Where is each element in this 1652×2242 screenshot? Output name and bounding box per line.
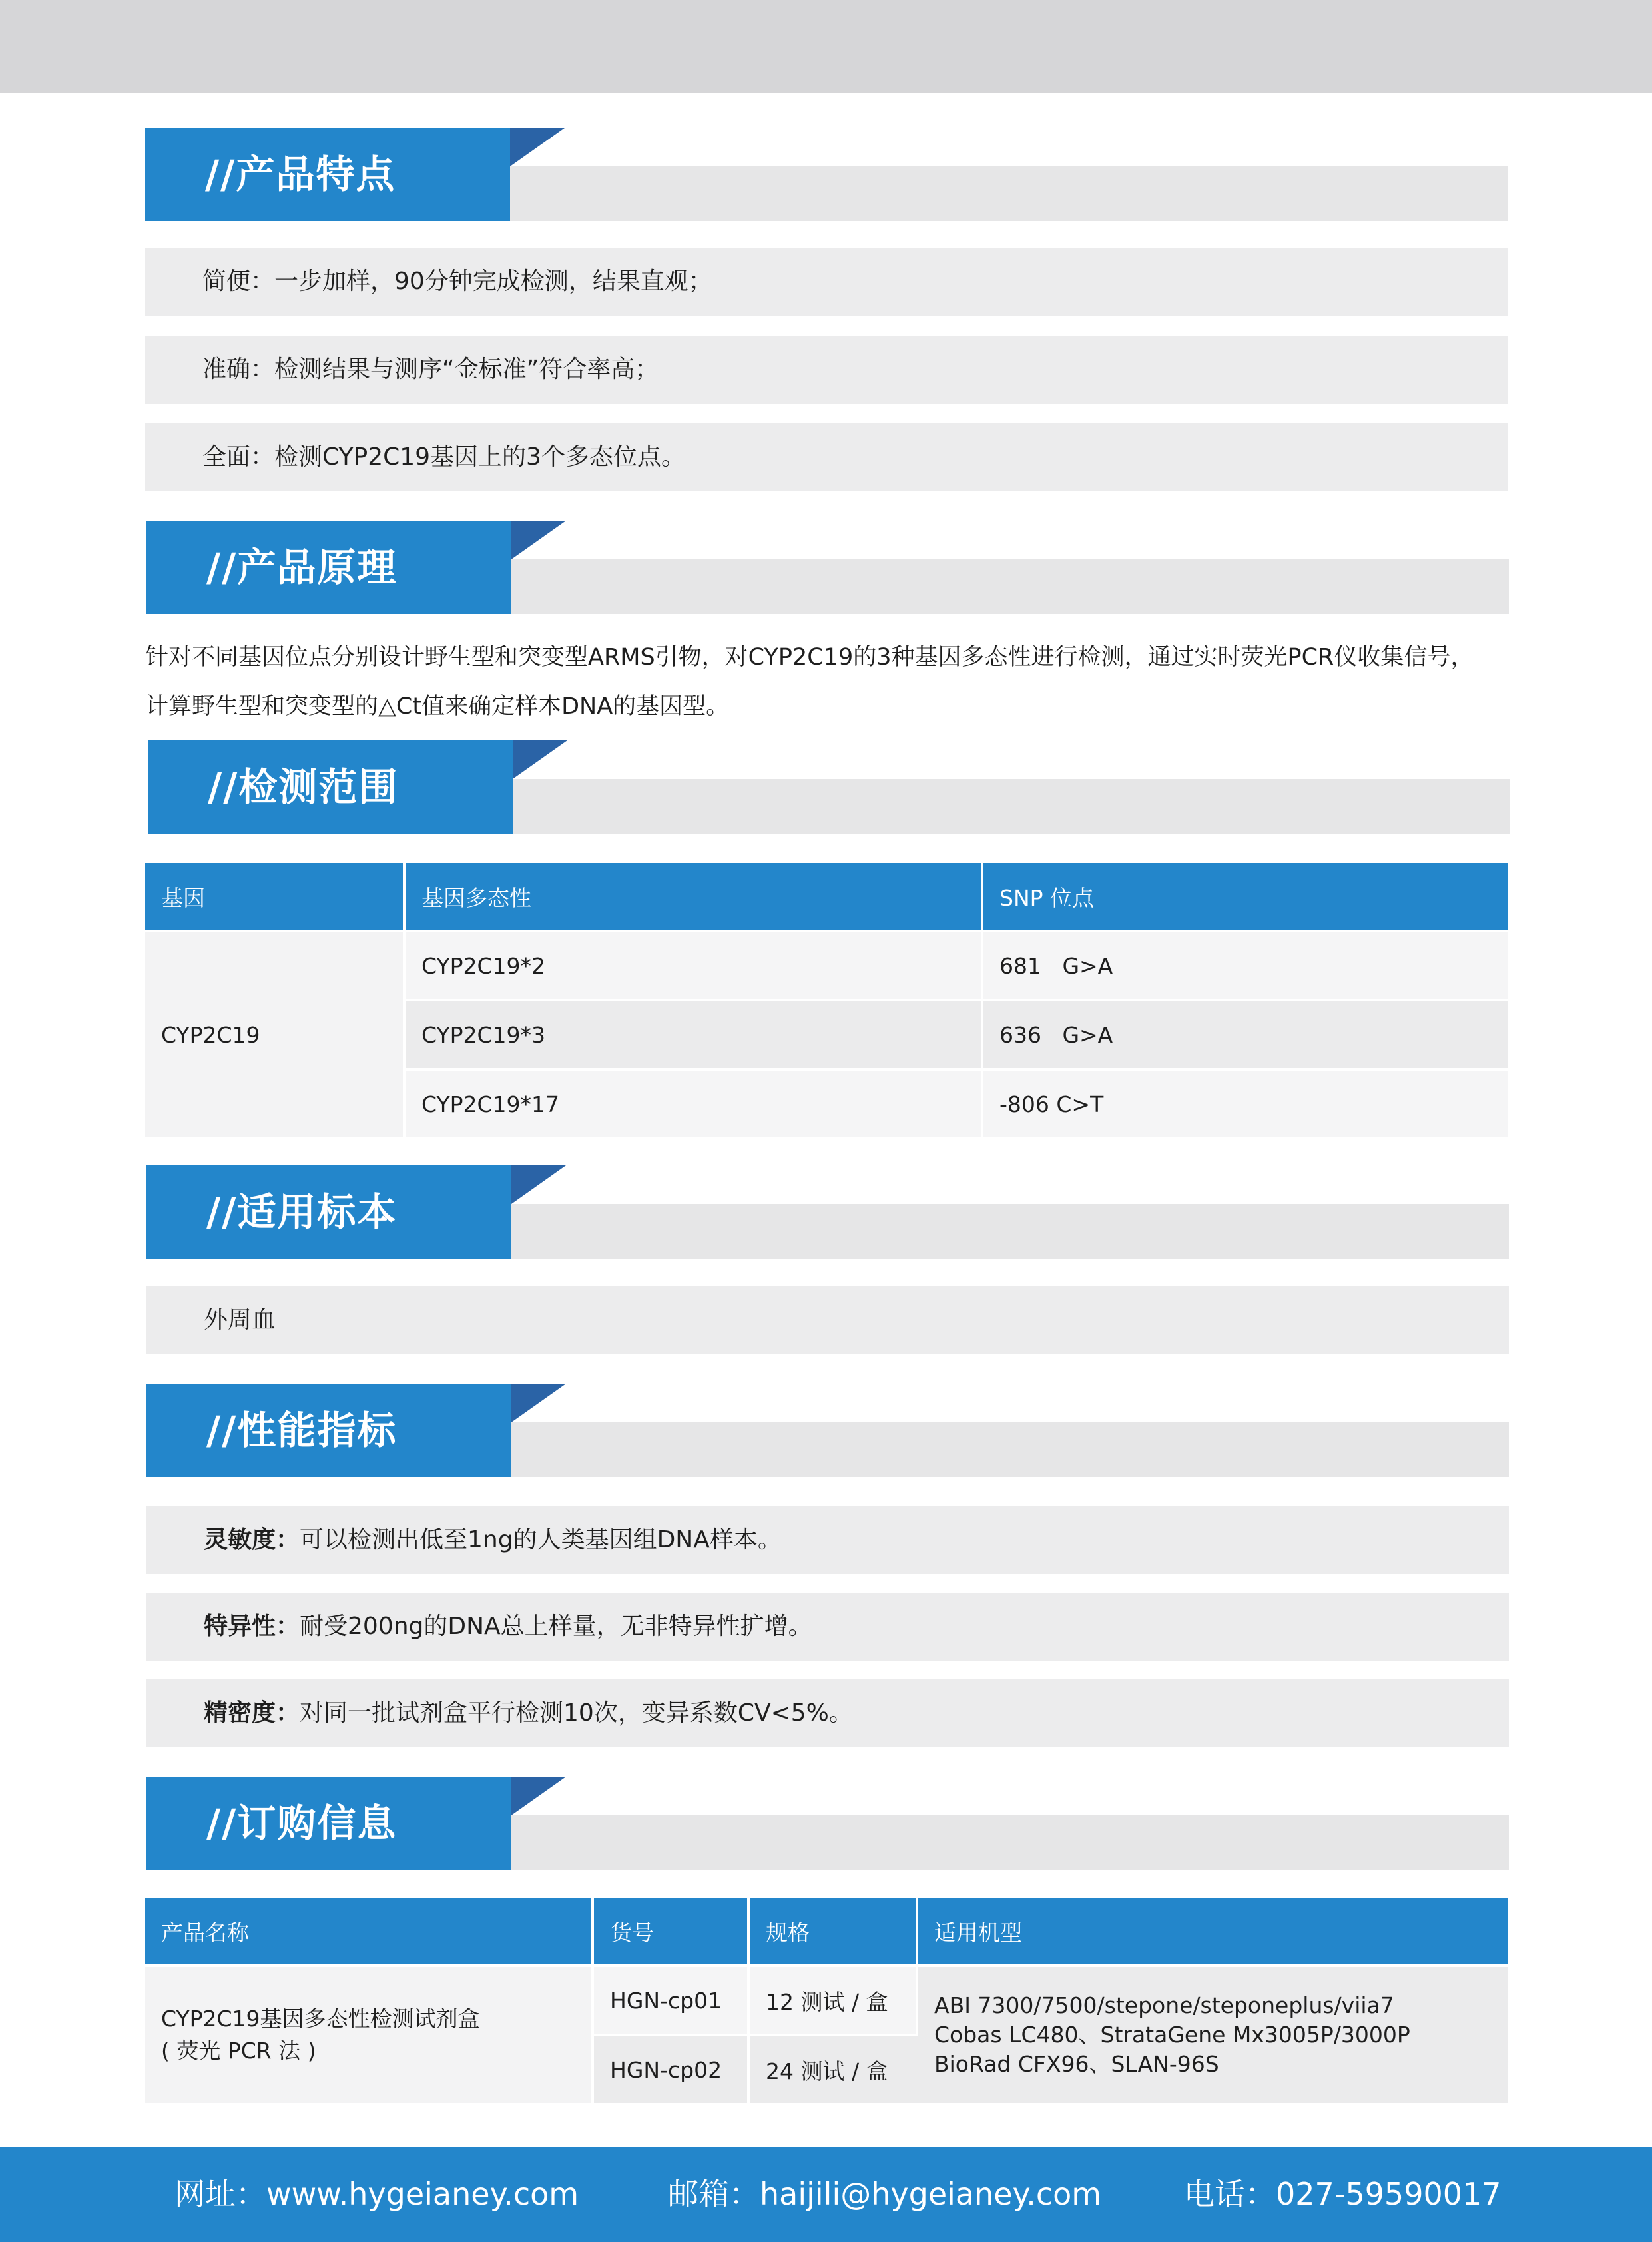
- product-code-cell: HGN-cp01: [594, 1964, 750, 2034]
- specimen-item: 外周血: [146, 1286, 1509, 1354]
- order-info-table: [145, 1898, 1508, 2103]
- section-header-range: [148, 740, 1510, 834]
- performance-item: 特异性：耐受200ng的DNA总上样量，无非特异性扩增。: [146, 1593, 1509, 1661]
- footer-contact-bar: [0, 2147, 1652, 2242]
- section-header-principle: [146, 521, 1509, 614]
- section-title: //订购信息: [146, 1777, 511, 1870]
- table-header: 适用机型: [918, 1898, 1508, 1964]
- product-name-cell: CYP2C19基因多态性检测试剂盒 ( 荧光 PCR 法 ): [145, 1964, 594, 2103]
- phone-number: 电话：027-59590017: [1184, 2176, 1502, 2212]
- section-header-order: [146, 1777, 1509, 1870]
- table-header: 产品名称: [145, 1898, 594, 1964]
- table-header: 规格: [750, 1898, 918, 1964]
- polymorphism-cell: CYP2C19*2: [406, 930, 983, 999]
- feature-item: 全面：检测CYP2C19基因上的3个多态位点。: [145, 423, 1508, 491]
- gene-cell: CYP2C19: [145, 930, 406, 1137]
- section-title: //适用标本: [146, 1165, 511, 1259]
- section-title: //产品原理: [146, 521, 511, 614]
- corner-fold: [511, 1777, 566, 1815]
- website-link[interactable]: 网址：www.hygeianey.com: [174, 2176, 579, 2212]
- table-row: [145, 930, 1508, 999]
- performance-item: 精密度：对同一批试剂盒平行检测10次，变异系数CV<5%。: [146, 1679, 1509, 1747]
- corner-fold: [513, 740, 567, 779]
- polymorphism-cell: CYP2C19*17: [406, 1068, 983, 1137]
- section-header-features: [145, 128, 1508, 221]
- table-header: 货号: [594, 1898, 750, 1964]
- table-header: 基因: [145, 863, 406, 930]
- section-title: //产品特点: [145, 128, 510, 221]
- product-spec-cell: 24 测试 / 盒: [750, 2034, 918, 2103]
- table-row: [145, 1964, 1508, 2034]
- corner-fold: [511, 1165, 566, 1204]
- section-title: //检测范围: [148, 740, 513, 834]
- product-spec-cell: 12 测试 / 盒: [750, 1964, 918, 2034]
- email-link[interactable]: 邮箱：haijili@hygeianey.com: [668, 2176, 1102, 2212]
- corner-fold: [510, 128, 565, 166]
- corner-fold: [511, 1384, 566, 1422]
- product-code-cell: HGN-cp02: [594, 2034, 750, 2103]
- section-title: //性能指标: [146, 1384, 511, 1477]
- performance-item: 灵敏度：可以检测出低至1ng的人类基因组DNA样本。: [146, 1506, 1509, 1574]
- corner-fold: [511, 521, 566, 559]
- section-header-specimen: [146, 1165, 1509, 1259]
- feature-item: 简便：一步加样，90分钟完成检测，结果直观；: [145, 248, 1508, 316]
- snp-cell: -806 C>T: [983, 1068, 1508, 1137]
- top-band: [0, 0, 1652, 93]
- snp-cell: 636 G>A: [983, 999, 1508, 1068]
- table-header: 基因多态性: [406, 863, 983, 930]
- instruments-cell: ABI 7300/7500/stepone/steponeplus/ⅴⅰⅰa7 Cobas LC480、StrataGene Mx3005P/3000P BioRad CFX96、SLAN-96S: [918, 1964, 1508, 2103]
- table-header: SNP 位点: [983, 863, 1508, 930]
- section-header-performance: [146, 1384, 1509, 1477]
- detection-range-table: [145, 863, 1508, 1137]
- feature-item: 准确：检测结果与测序“金标准”符合率高；: [145, 336, 1508, 404]
- polymorphism-cell: CYP2C19*3: [406, 999, 983, 1068]
- snp-cell: 681 G>A: [983, 930, 1508, 999]
- principle-text: 针对不同基因位点分别设计野生型和突变型ARMS引物，对CYP2C19的3种基因多态性进行检测，通过实时荧光PCR仪收集信号， 计算野生型和突变型的△Ct值来确定样本DNA的基因型。: [145, 644, 1474, 720]
